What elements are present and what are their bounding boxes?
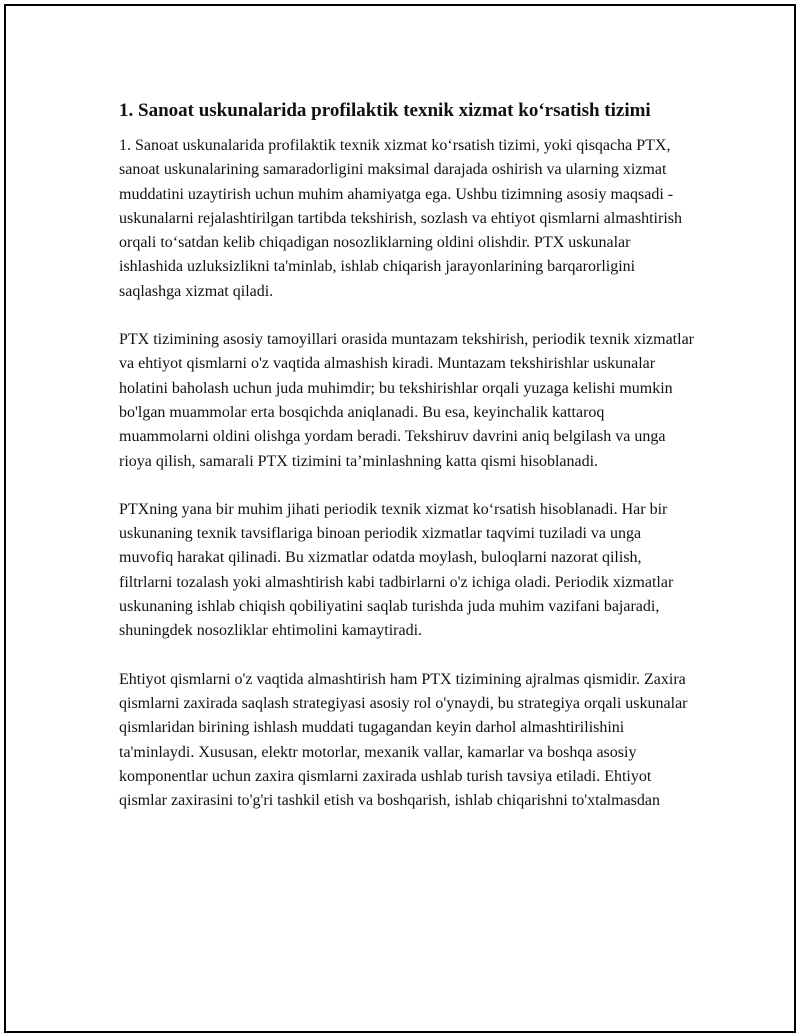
paragraph: 1. Sanoat uskunalarida profilaktik texnik xizmat ko‘rsatish tizimi, yoki qisqacha PTX, sanoat uskunalarining samaradorligini maksimal darajada oshirish va ularning xizmat muddatini uzaytirish uchun muhim ahamiyatga ega. Ushbu tizimning asosiy maqsadi - uskunalarni rejalashtirilgan tartibda tekshirish, sozlash va ehtiyot qismlarni almashtirish orqali to‘satdan kelib chiqadigan nosozliklarning oldini olishdir. PTX uskunalar ishlashida uzluksizlikni ta'minlab, ishlab chiqarish jarayonlarining barqarorligini saqlashga xizmat qiladi. [119, 137, 682, 300]
page-frame [4, 4, 796, 1033]
document-title: 1. Sanoat uskunalarida profilaktik texnik xizmat ko‘rsatish tizimi [119, 100, 651, 121]
paragraph: Ehtiyot qismlarni o'z vaqtida almashtirish ham PTX tizimining ajralmas qismidir. Zaxira qismlarni zaxirada saqlash strategiyasi asosiy rol o'ynaydi, bu strategiya orqali uskunalar qismlaridan birining ishlash muddati tugagandan keyin darhol almashtirilishini ta'minlaydi. Xususan, elektr motorlar, mexanik vallar, kamarlar va boshqa asosiy komponentlar uchun zaxira qismlarni zaxirada ushlab turish tavsiya etiladi. Ehtiyot qismlar zaxirasini to'g'ri tashkil etish va boshqarish, ishlab chiqarishni to'xtalmasdan [119, 670, 688, 810]
paragraph: PTXning yana bir muhim jihati periodik texnik xizmat ko‘rsatish hisoblanadi. Har bir uskunaning texnik tavsiflariga binoan periodik xizmatlar taqvimi tuziladi va unga muvofiq harakat qilinadi. Bu xizmatlar odatda moylash, buloqlarni nazorat qilish, filtrlarni tozalash yoki almashtirish kabi tadbirlarni o'z ichiga oladi. Periodik xizmatlar uskunaning ishlab chiqish qobiliyatini saqlab turishda juda muhim vazifani bajaradi, shuningdek nosozliklar ehtimolini kamaytiradi. [119, 500, 674, 640]
document-body [119, 98, 694, 837]
paragraph: PTX tizimining asosiy tamoyillari orasida muntazam tekshirish, periodik texnik xizmatlar va ehtiyot qismlarni o'z vaqtida almashish kiradi. Muntazam tekshirishlar uskunalar holatini baholash uchun juda muhimdir; bu tekshirishlar orqali yuzaga kelishi mumkin bo'lgan muammolar erta bosqichda aniqlanadi. Bu esa, keyinchalik kattaroq muammolarni oldini olishga yordam beradi. Tekshiruv davrini aniq belgilash va unga rioya qilish, samarali PTX tizimini ta’minlashning katta qismi hisoblanadi. [119, 331, 694, 470]
